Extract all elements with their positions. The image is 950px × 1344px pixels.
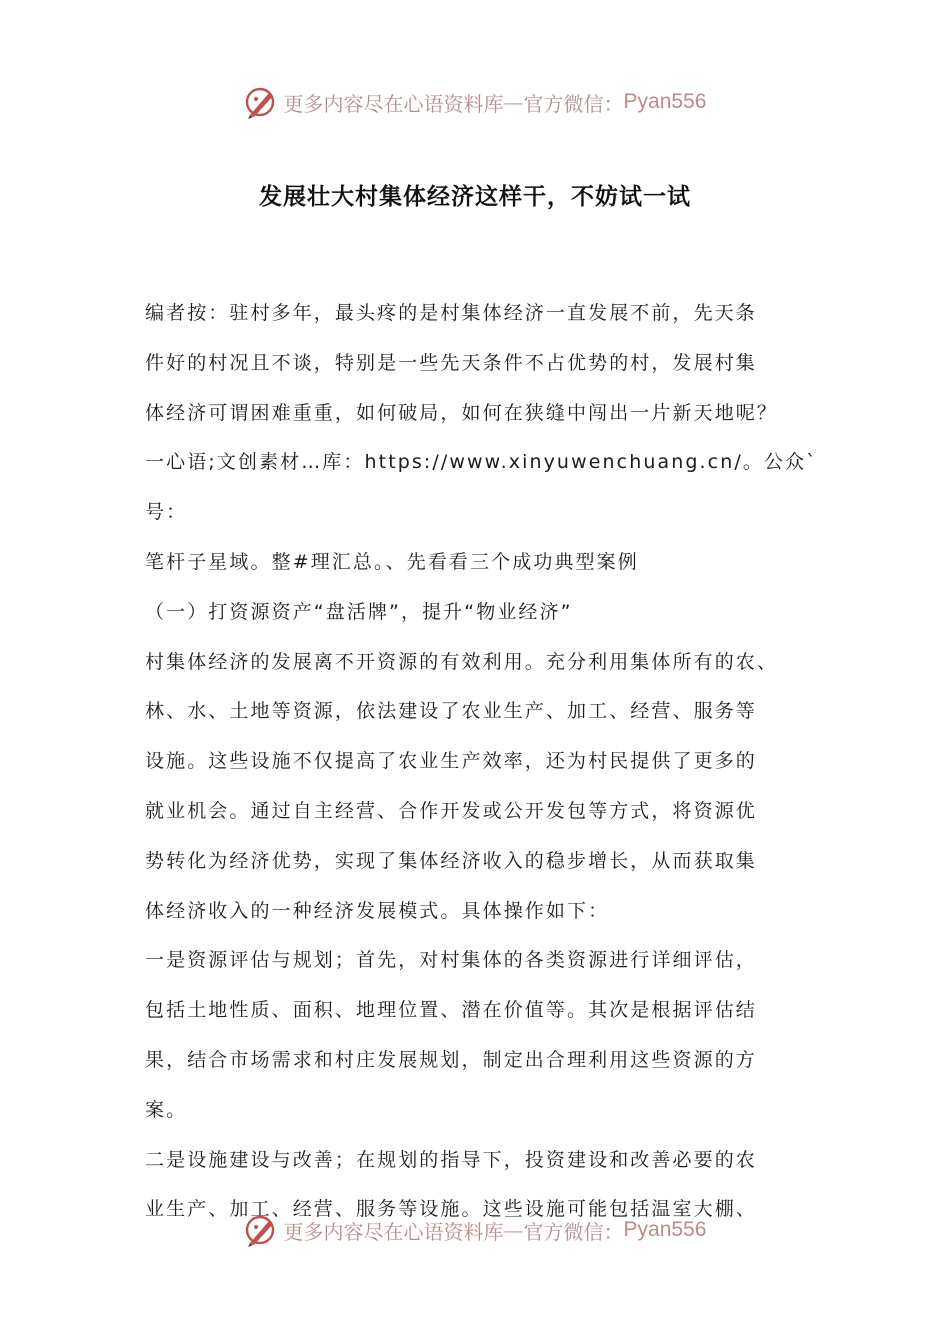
body-line: 编者按：驻村多年，最头疼的是村集体经济一直发展不前，先天条	[145, 302, 757, 324]
body-line: 体经济可谓困难重重，如何破局，如何在狭缝中闯出一片新天地呢？	[145, 401, 779, 424]
document-title: 发展壮大村集体经济这样干，不妨试一试	[259, 184, 691, 210]
footer-watermark	[0, 1210, 950, 1250]
body-line: 业生产、加工、经营、服务等设施。这些设施可能包括温室大棚、	[145, 1198, 757, 1221]
body-line: 二是设施建设与改善；在规划的指导下，投资建设和改善必要的农	[145, 1148, 757, 1171]
watermark-text: 更多内容尽在心语资料库	[283, 91, 504, 116]
watermark-dash: —	[503, 1218, 524, 1242]
watermark-text: 更多内容尽在心语资料库	[283, 1219, 504, 1244]
body-line: 一是资源评估与规划；首先，对村集体的各类资源进行详细评估，	[145, 949, 757, 972]
watermark-wechat-label: 官方微信：	[523, 91, 624, 116]
body-line: 包括土地性质、面积、地理位置、潜在价值等。其次是根据评估结	[145, 999, 757, 1022]
watermark-wechat-id: Pyan556	[623, 1218, 707, 1241]
document-body	[145, 289, 835, 1235]
body-line: 就业机会。通过自主经营、合作开发或公开发包等方式，将资源优	[145, 799, 757, 822]
body-line: 一心语;文创素材…库：https://www.xinyuwenchuang.cn/。公众`号：	[145, 451, 818, 524]
body-line: 果，结合市场需求和村庄发展规划，制定出合理利用这些资源的方	[145, 1048, 757, 1071]
section-heading: （一）打资源资产“盘活牌”，提升“物业经济”	[145, 600, 573, 623]
watermark-dash: —	[503, 90, 524, 114]
body-line: 林、水、土地等资源，依法建设了农业生产、加工、经营、服务等	[145, 700, 757, 723]
body-line: 村集体经济的发展离不开资源的有效利用。充分利用集体所有的农、	[145, 650, 779, 673]
body-line: 笔杆子星域。整#理汇总。、先看看三个成功典型案例	[145, 550, 639, 573]
pen-logo-icon	[244, 85, 278, 119]
pen-logo-icon	[244, 1213, 278, 1247]
header-watermark	[0, 82, 950, 122]
body-line: 案。	[145, 1098, 188, 1121]
watermark-wechat-id: Pyan556	[623, 90, 707, 113]
body-line: 势转化为经济优势，实现了集体经济收入的稳步增长，从而获取集	[145, 849, 757, 872]
body-line: 体经济收入的一种经济发展模式。具体操作如下：	[145, 899, 610, 922]
watermark-wechat-label: 官方微信：	[523, 1219, 624, 1244]
body-line: 设施。这些设施不仅提高了农业生产效率，还为村民提供了更多的	[145, 750, 757, 773]
body-line: 件好的村况且不谈，特别是一些先天条件不占优势的村，发展村集	[145, 351, 757, 374]
